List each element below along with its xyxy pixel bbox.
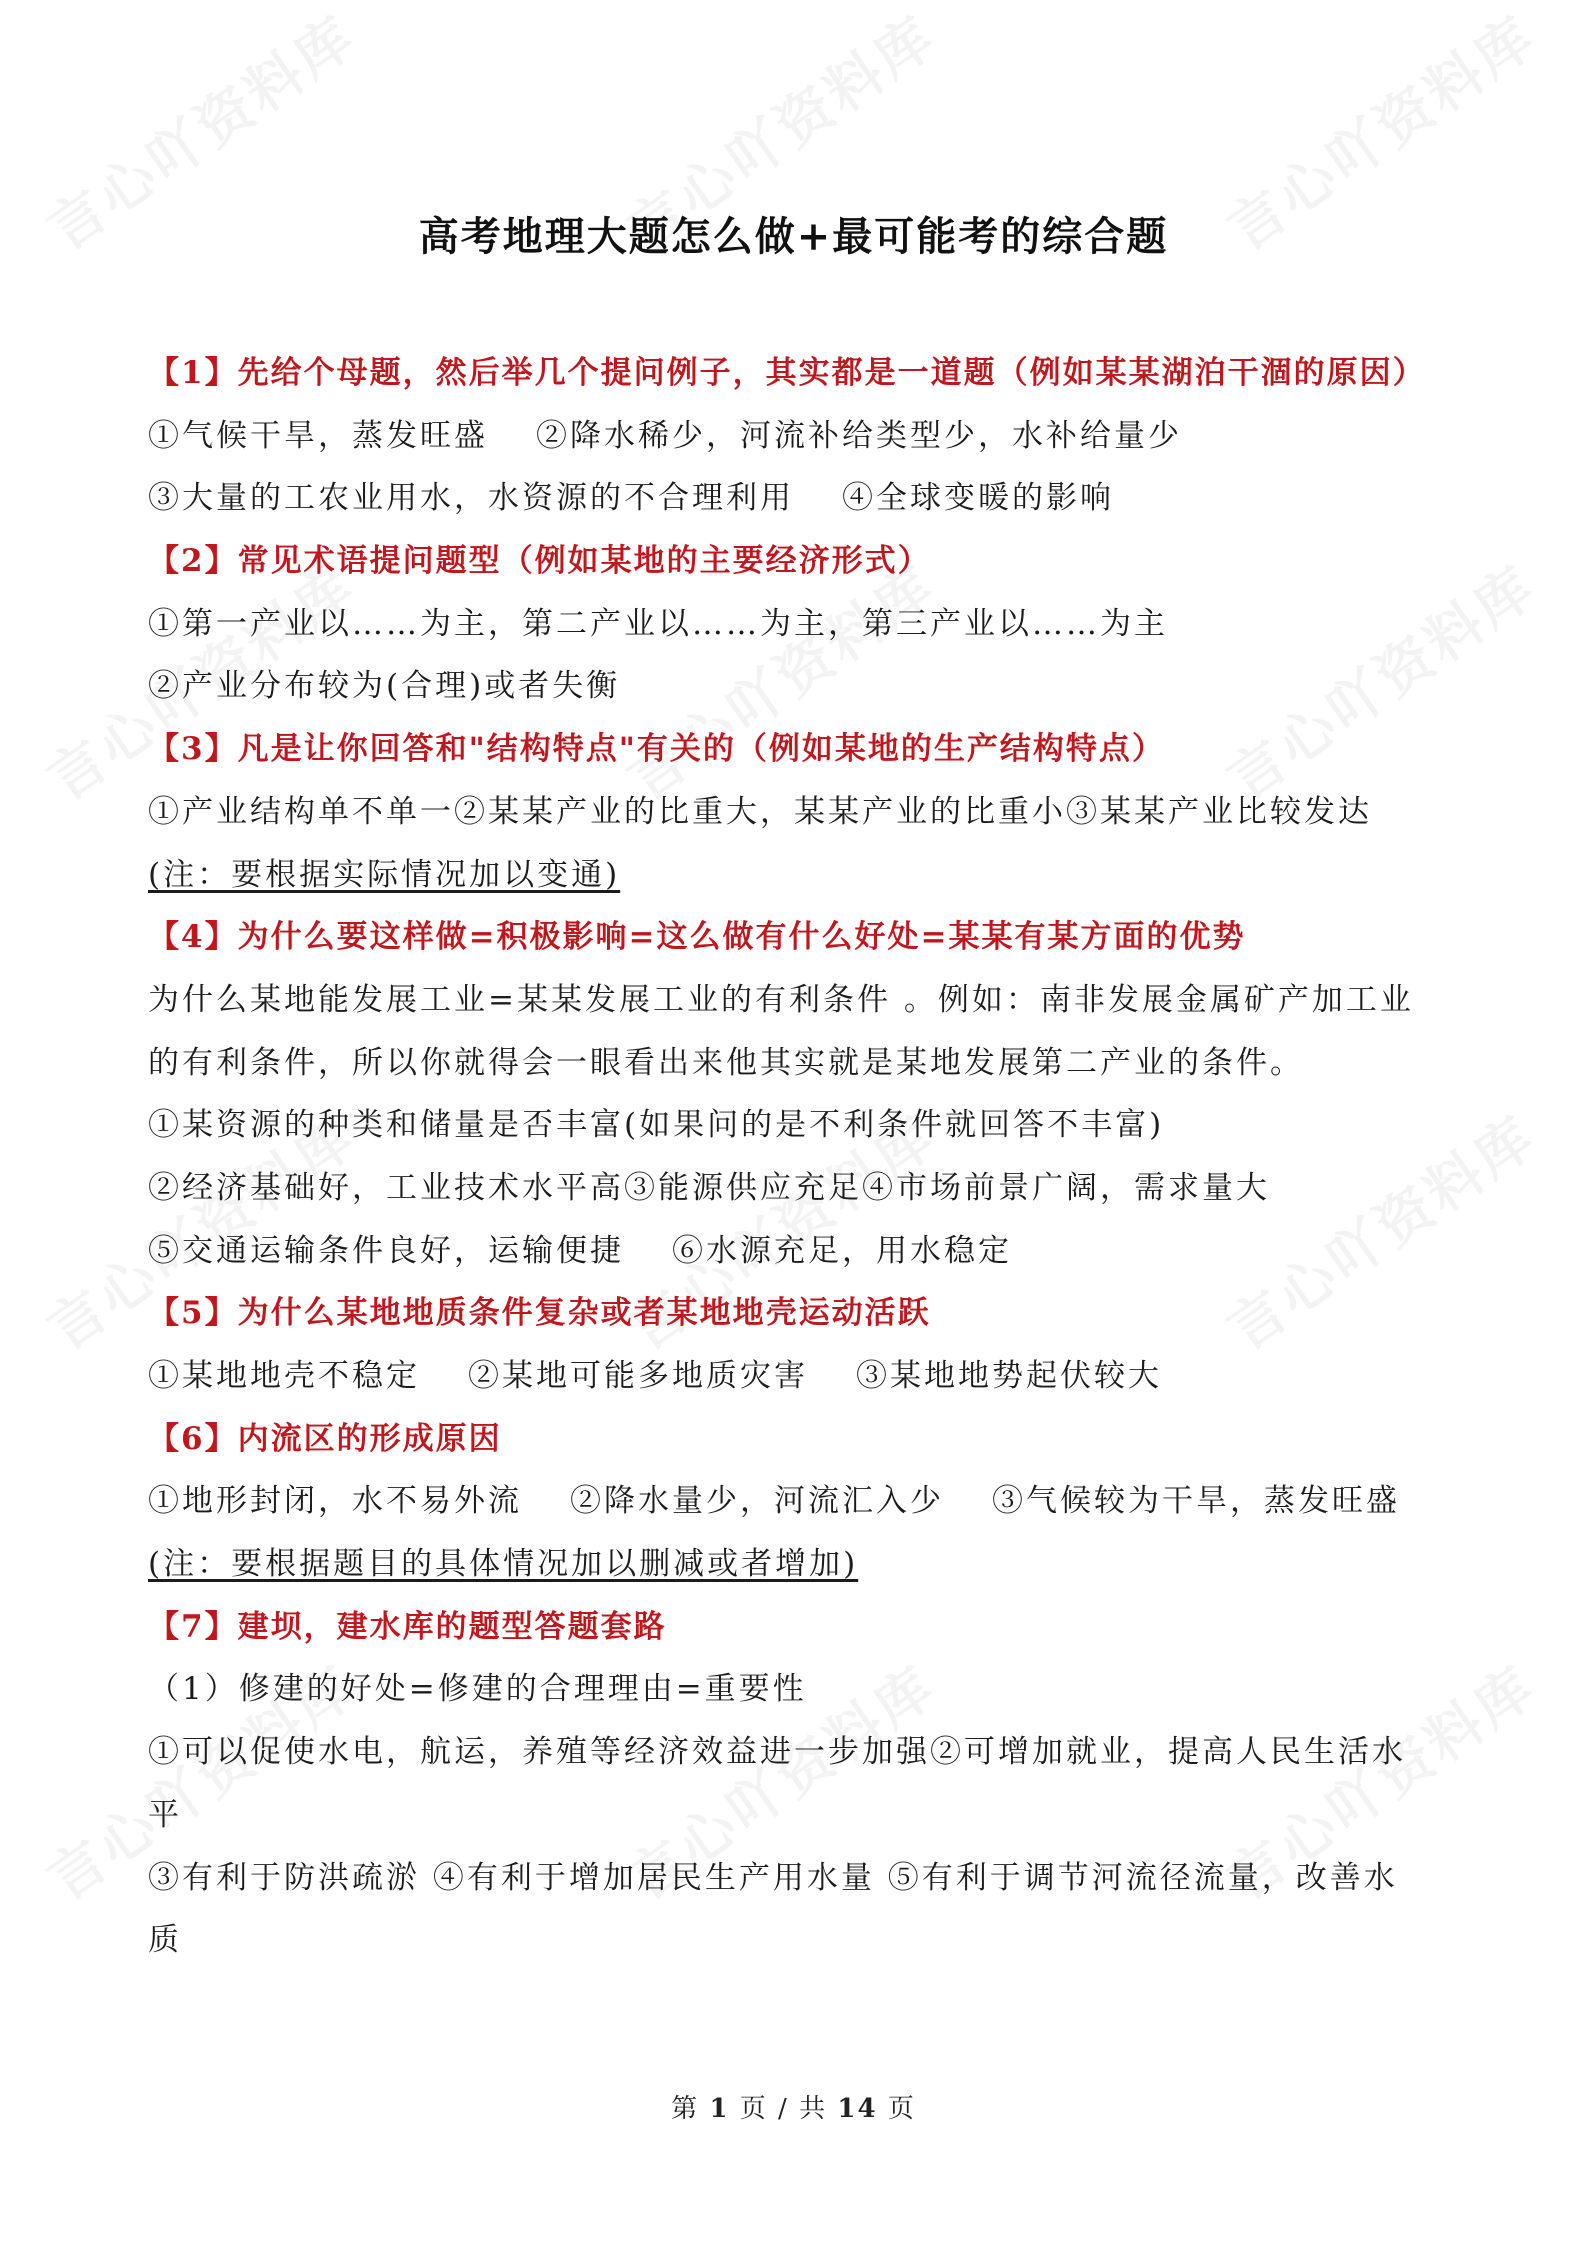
section-heading xyxy=(148,342,1448,405)
line-text: (注：要根据题目的具体情况加以删减或者增加) xyxy=(148,1546,859,1583)
list-item: ②降水量少，河流汇入少 xyxy=(570,1483,944,1520)
list-line xyxy=(148,781,1448,844)
total-page-count: 14 xyxy=(837,2094,878,2124)
list-item: ①可以促使水电，航运，养殖等经济效益进一步加强 xyxy=(148,1734,930,1771)
line-text: 为什么某地能发展工业=某某发展工业的有利条件 。例如：南非发展金属矿产加工业 xyxy=(148,981,1414,1018)
paragraph-line xyxy=(148,1032,1448,1095)
list-line xyxy=(148,1157,1448,1220)
section-heading xyxy=(148,1408,1448,1471)
paragraph-line xyxy=(148,1784,1448,1847)
list-line xyxy=(148,1470,1448,1533)
list-line xyxy=(148,405,1448,468)
list-line xyxy=(148,593,1448,656)
list-item: ②经济基础好，工业技术水平高 xyxy=(148,1169,624,1206)
line-text: 质 xyxy=(148,1922,182,1959)
line-text: 【4】为什么要这样做=积极影响=这么做有什么好处=某某有某方面的优势 xyxy=(148,919,1246,956)
list-item: ⑥水源充足，用水稳定 xyxy=(672,1232,1012,1269)
list-item: ①某地地壳不稳定 xyxy=(148,1358,420,1394)
list-line xyxy=(148,1721,1448,1784)
list-item: ②可增加就业，提高人民生活水 xyxy=(930,1734,1406,1771)
list-item: ④市场前景广阔，需求量大 xyxy=(862,1169,1270,1206)
list-item: ③能源供应充足 xyxy=(624,1169,862,1206)
paragraph-line xyxy=(148,1658,1448,1721)
list-item: ③大量的工农业用水，水资源的不合理利用 xyxy=(148,480,794,517)
line-text: 【2】常见术语提问题型（例如某地的主要经济形式） xyxy=(148,543,931,580)
paragraph-line xyxy=(148,969,1448,1032)
list-item: ③某某产业比较发达 xyxy=(1066,793,1372,830)
list-item: ⑤交通运输条件良好，运输便捷 xyxy=(148,1232,624,1269)
line-text: 【6】内流区的形成原因 xyxy=(148,1420,502,1457)
list-item: ①地形封闭，水不易外流 xyxy=(148,1483,522,1520)
line-text: 【5】为什么某地地质条件复杂或者某地地壳运动活跃 xyxy=(148,1295,931,1332)
list-item: ①产业结构单不单一 xyxy=(148,793,454,830)
list-item: ②某某产业的比重大，某某产业的比重小 xyxy=(454,793,1066,830)
list-line xyxy=(148,655,1448,718)
section-heading xyxy=(148,530,1448,593)
list-item: ①气候干旱，蒸发旺盛 xyxy=(148,417,488,454)
list-line xyxy=(148,467,1448,530)
note-text xyxy=(148,1533,1448,1596)
note-text xyxy=(148,844,1448,907)
list-line xyxy=(148,1094,1448,1157)
list-line xyxy=(148,1847,1448,1910)
list-item: ③气候较为干旱，蒸发旺盛 xyxy=(992,1483,1400,1520)
line-text: 平 xyxy=(148,1796,182,1833)
line-text: 【7】建坝，建水库的题型答题套路 xyxy=(148,1608,667,1645)
list-item: ②产业分布较为(合理)或者失衡 xyxy=(148,668,621,705)
line-text: 【1】先给个母题，然后举几个提问例子，其实都是一道题（例如某某湖泊干涸的原因） xyxy=(148,355,1426,391)
list-item: ②某地可能多地质灾害 xyxy=(468,1358,808,1394)
list-line xyxy=(148,1345,1448,1408)
current-page-number: 1 xyxy=(709,2094,730,2124)
section-heading xyxy=(148,718,1448,781)
footer-suffix: 页 xyxy=(887,2094,916,2124)
list-item: ③某地地势起伏较大 xyxy=(856,1358,1162,1394)
line-text: 的有利条件，所以你就得会一眼看出来他其实就是某地发展第二产业的条件。 xyxy=(148,1044,1304,1081)
section-heading xyxy=(148,1282,1448,1345)
list-line xyxy=(148,1220,1448,1283)
list-item: ①某资源的种类和储量是否丰富(如果问的是不利条件就回答不丰富) xyxy=(148,1107,1165,1144)
footer-prefix: 第 xyxy=(671,2094,700,2124)
list-item: ③有利于防洪疏淤 xyxy=(148,1859,433,1896)
list-item: ④有利于增加居民生产用水量 xyxy=(432,1859,888,1896)
page-title: 高考地理大题怎么做+最可能考的综合题 xyxy=(418,213,1169,260)
line-text: 【3】凡是让你回答和"结构特点"有关的（例如某地的生产结构特点） xyxy=(148,731,1165,768)
list-item: ④全球变暖的影响 xyxy=(842,480,1114,517)
document-body xyxy=(148,342,1448,1972)
line-text: （1）修建的好处=修建的合理理由=重要性 xyxy=(148,1671,807,1708)
footer-middle: 页 / 共 xyxy=(739,2094,828,2124)
paragraph-line xyxy=(148,1909,1448,1972)
list-item: ①第一产业以……为主，第二产业以……为主，第三产业以……为主 xyxy=(148,605,1168,642)
list-item: ②降水稀少，河流补给类型少，水补给量少 xyxy=(536,417,1182,454)
section-heading xyxy=(148,1596,1448,1659)
page-footer xyxy=(0,2088,1587,2125)
line-text: (注：要根据实际情况加以变通) xyxy=(148,856,621,893)
list-item: ⑤有利于调节河流径流量，改善水 xyxy=(887,1859,1398,1896)
section-heading xyxy=(148,906,1448,969)
